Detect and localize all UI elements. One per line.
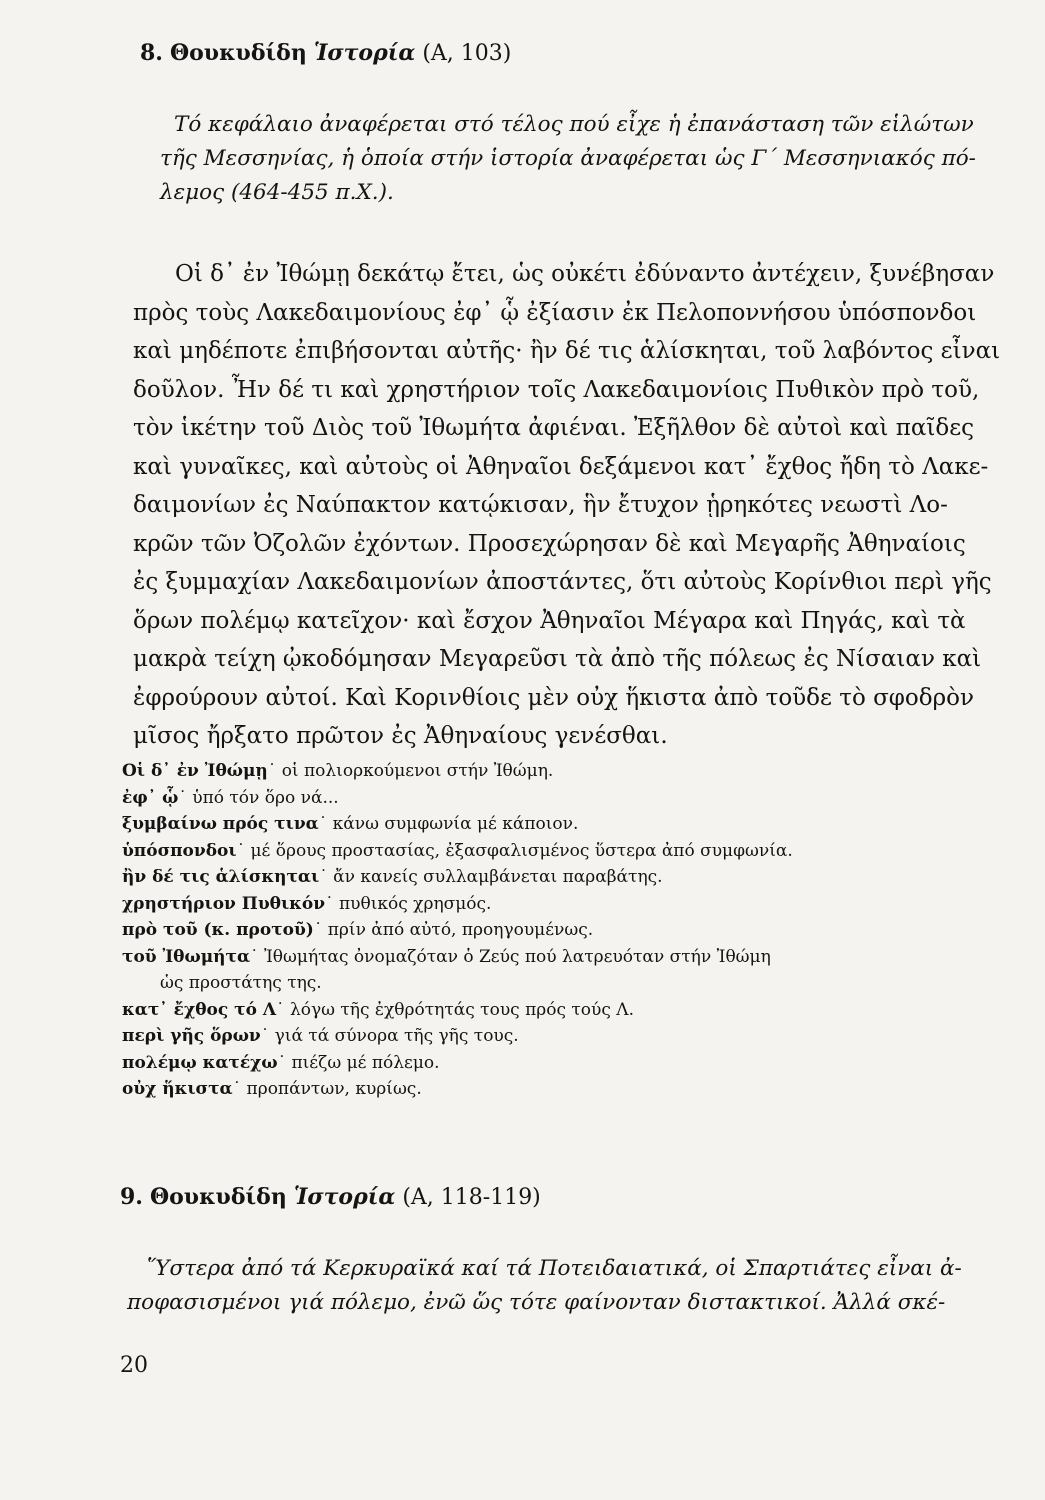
glossary-term: περὶ γῆς ὅρων	[122, 1026, 261, 1046]
glossary-definition: ὡς προστάτης της.	[160, 973, 322, 993]
glossary-term: χρηστήριον Πυθικόν	[122, 893, 326, 914]
glossary-term: ἐφ᾽ ᾧ	[122, 787, 179, 808]
glossary-entry: πρὸ τοῦ (κ. προτοῦ)˙ πρίν ἀπό αὐτό, προηγουμένως.	[122, 920, 594, 940]
section-9-intro	[127, 1252, 967, 1320]
glossary-entry: πολέμῳ κατέχω˙ πιέζω μέ πόλεμο.	[122, 1052, 440, 1073]
glossary-definition: οἱ πολιορκούμενοι στήν Ἰθώμη.	[281, 761, 554, 781]
glossary-definition: πυθικός χρησμός.	[338, 893, 492, 914]
glossary-term: ἢν δέ τις ἁλίσκηται	[122, 867, 320, 887]
glossary-definition: προπάντων, κυρίως.	[246, 1079, 422, 1099]
glossary-definition: κάνω συμφωνία μέ κάποιον.	[332, 814, 579, 834]
text-line: καὶ μηδέποτε ἐπιβήσονται αὐτῆς· ἢν δέ τις ἁλίσκηται, τοῦ λαβόντος εἶναι	[133, 338, 1001, 364]
intro-line: λεμος (464-455 π.Χ.).	[160, 180, 394, 205]
glossary-entry: ἢν δέ τις ἁλίσκηται˙ ἄν κανείς συλλαμβάνεται παραβάτης.	[122, 867, 663, 887]
glossary-definition: Ἰθωμήτας ὀνομαζόταν ὁ Ζεύς πού λατρευόταν στήν Ἰθώμη	[263, 946, 771, 967]
glossary-term: πρὸ τοῦ (κ. προτοῦ)	[122, 920, 314, 940]
section-reference: (Α, 103)	[422, 41, 512, 66]
text-line: δοῦλον. Ἦν δέ τι καὶ χρηστήριον τοῖς Λακεδαιμονίοις Πυθικὸν πρὸ τοῦ,	[133, 376, 980, 403]
glossary-term: ξυμβαίνω πρός τινα	[122, 814, 319, 834]
section-8-intro	[160, 108, 980, 210]
section-8-heading	[140, 40, 511, 66]
glossary-entry: ὑπόσπονδοι˙ μέ ὅρους προστασίας, ἐξασφαλισμένος ὕστερα ἀπό συμφωνία.	[122, 840, 793, 861]
text-line: ἐς ξυμμαχίαν Λακεδαιμονίων ἀποστάντες, ὅτι αὐτοὺς Κορίνθιοι περὶ γῆς	[133, 569, 992, 595]
page-number: 20	[120, 1353, 148, 1378]
text-line: μῖσος ἤρξατο πρῶτον ἐς Ἀθηναίους γενέσθαι.	[133, 723, 668, 749]
section-reference: (Α, 118-119)	[402, 1185, 541, 1210]
section-work: Ἱστορία	[293, 1184, 396, 1210]
glossary-definition: πρίν ἀπό αὐτό, προηγουμένως.	[327, 920, 594, 940]
glossary-term: πολέμῳ κατέχω	[122, 1052, 278, 1073]
text-line: τὸν ἱκέτην τοῦ Διὸς τοῦ Ἰθωμήτα ἀφιέναι. Ἐξῆλθον δὲ αὐτοὶ καὶ παῖδες	[133, 415, 975, 441]
section-work: Ἱστορία	[313, 40, 416, 66]
text-line: κρῶν τῶν Ὀζολῶν ἐχόντων. Προσεχώρησαν δὲ καὶ Μεγαρῆς Ἀθηναίοις	[133, 530, 966, 557]
glossary-term: τοῦ Ἰθωμήτα	[122, 946, 251, 967]
glossary-term: οὐχ ἥκιστα	[122, 1079, 233, 1099]
glossary-entry: τοῦ Ἰθωμήτα˙ Ἰθωμήτας ὀνομαζόταν ὁ Ζεύς πού λατρευόταν στήν Ἰθώμη	[122, 946, 771, 967]
glossary-entry: ἐφ᾽ ᾧ˙ ὑπό τόν ὅρο νά...	[122, 787, 339, 808]
glossary-definition: ἄν κανείς συλλαμβάνεται παραβάτης.	[333, 867, 663, 887]
glossary-definition: γιά τά σύνορα τῆς γῆς τους.	[274, 1026, 519, 1046]
text-line: μακρὰ τείχη ᾠκοδόμησαν Μεγαρεῦσι τὰ ἀπὸ τῆς πόλεως ἐς Νίσαιαν καὶ	[133, 646, 982, 672]
glossary-definition: πιέζω μέ πόλεμο.	[291, 1052, 440, 1073]
section-author: Θουκυδίδη	[169, 40, 307, 66]
intro-line: Τό κεφάλαιο ἀναφέρεται στό τέλος πού εἶχε ἡ ἐπανάσταση τῶν εἱλώτων	[174, 112, 974, 137]
glossary-continuation	[122, 970, 962, 997]
text-line: καὶ γυναῖκες, καὶ αὐτοὺς οἱ Ἀθηναῖοι δεξάμενοι κατ᾽ ἔχθος ἤδη τὸ Λακε-	[133, 453, 989, 480]
greek-source-text	[133, 255, 1001, 756]
intro-line: ποφασισμένοι γιά πόλεμο, ἐνῶ ὥς τότε φαίνονταν διστακτικοί. Ἀλλά σκέ-	[127, 1290, 946, 1315]
glossary-entry: κατ᾽ ἔχθος τό Λ˙ λόγω τῆς ἐχθρότητάς τους πρός τούς Λ.	[122, 999, 634, 1020]
glossary-entry: χρηστήριον Πυθικόν˙ πυθικός χρησμός.	[122, 893, 492, 914]
text-line: ἐφρούρουν αὐτοί. Καὶ Κορινθίοις μὲν οὐχ ἥκιστα ἀπὸ τοῦδε τὸ σφοδρὸν	[133, 684, 974, 711]
glossary-term: ὑπόσπονδοι	[122, 840, 237, 861]
text-line: Οἱ δ᾽ ἐν Ἰθώμῃ δεκάτῳ ἔτει, ὡς οὐκέτι ἐδύναντο ἀντέχειν, ξυνέβησαν	[175, 261, 995, 287]
intro-line: Ὕστερα ἀπό τά Κερκυραϊκά καί τά Ποτειδαιατικά, οἱ Σπαρτιάτες εἶναι ἀ-	[147, 1256, 962, 1281]
glossary-definition: μέ ὅρους προστασίας, ἐξασφαλισμένος ὕστερα ἀπό συμφωνία.	[250, 840, 793, 861]
glossary-definition: λόγω τῆς ἐχθρότητάς τους πρός τούς Λ.	[289, 999, 634, 1020]
section-author: Θουκυδίδη	[149, 1184, 287, 1210]
text-line: δαιμονίων ἐς Ναύπακτον κατῴκισαν, ἣν ἔτυχον ᾑρηκότες νεωστὶ Λο-	[133, 492, 948, 518]
glossary-term: Οἱ δ᾽ ἐν Ἰθώμῃ	[122, 761, 268, 781]
glossary-entry: οὐχ ἥκιστα˙ προπάντων, κυρίως.	[122, 1079, 422, 1099]
glossary-term: κατ᾽ ἔχθος τό Λ	[122, 999, 277, 1020]
glossary-entry: Οἱ δ᾽ ἐν Ἰθώμῃ˙ οἱ πολιορκούμενοι στήν Ἰθώμη.	[122, 761, 554, 781]
glossary-entry: περὶ γῆς ὅρων˙ γιά τά σύνορα τῆς γῆς τους.	[122, 1026, 519, 1046]
glossary-definition: ὑπό τόν ὅρο νά...	[192, 787, 339, 808]
section-number: 8.	[140, 40, 163, 66]
glossary-entry: ξυμβαίνω πρός τινα˙ κάνω συμφωνία μέ κάποιον.	[122, 814, 579, 834]
glossary	[122, 758, 962, 1103]
intro-line: τῆς Μεσσηνίας, ἡ ὁποία στήν ἱστορία ἀναφέρεται ὡς Γ΄ Μεσσηνιακός πό-	[160, 146, 976, 171]
section-number: 9.	[120, 1184, 143, 1210]
section-9-heading	[120, 1184, 541, 1210]
text-line: πρὸς τοὺς Λακεδαιμονίους ἐφ᾽ ᾧ ἐξίασιν ἐκ Πελοποννήσου ὑπόσπονδοι	[133, 299, 977, 326]
text-line: ὅρων πολέμῳ κατεῖχον· καὶ ἔσχον Ἀθηναῖοι Μέγαρα καὶ Πηγάς, καὶ τὰ	[133, 607, 966, 634]
